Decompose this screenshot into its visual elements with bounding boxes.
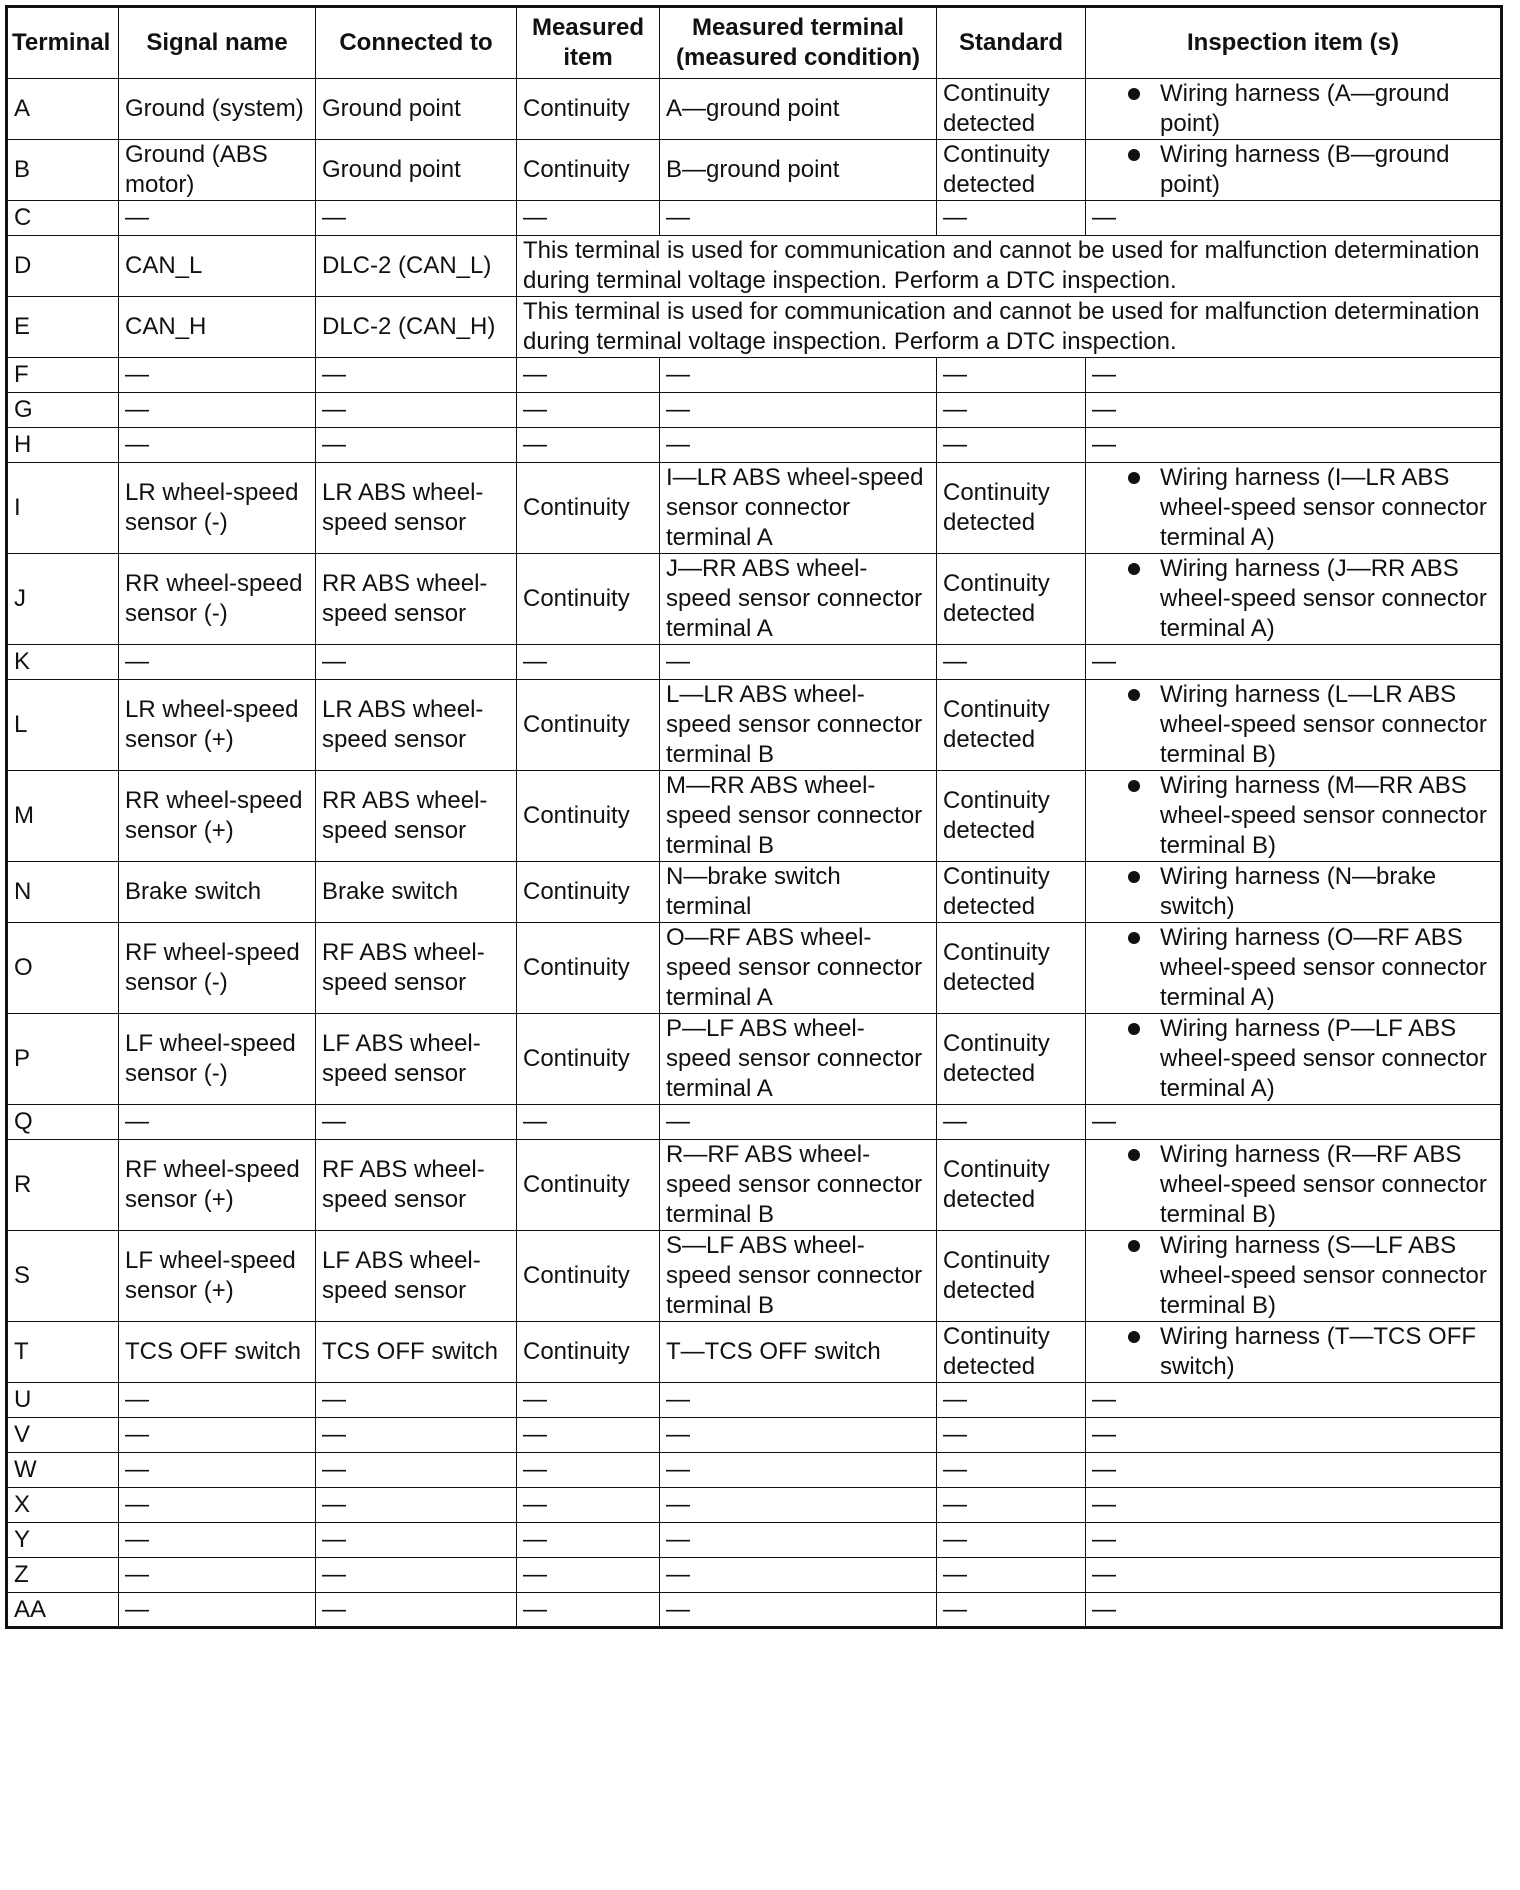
terminal-cell: Z [7,1558,119,1593]
inspection-item-cell: — [1086,1488,1502,1523]
connected-to-cell: — [316,428,517,463]
inspection-bullet-item [1092,680,1494,770]
connected-to-cell: — [316,1453,517,1488]
inspection-item-cell [1086,862,1502,923]
standard-cell: Continuity detected [937,79,1086,140]
measured-terminal-cell: — [660,1383,937,1418]
inspection-bullet-item [1092,1322,1494,1382]
inspection-bullet-item [1092,1231,1494,1321]
terminal-cell: D [7,236,119,297]
connected-to-cell: LF ABS wheel-speed sensor [316,1231,517,1322]
inspection-item-cell: — [1086,1453,1502,1488]
signal-name-cell: CAN_L [119,236,316,297]
measured-terminal-cell: — [660,358,937,393]
measured-item-cell: Continuity [517,862,660,923]
table-row [7,428,1502,463]
connected-to-cell: LF ABS wheel-speed sensor [316,1014,517,1105]
header-standard: Standard [937,7,1086,79]
measured-item-cell: — [517,1453,660,1488]
inspection-bullet-item [1092,1140,1494,1230]
inspection-item-cell [1086,79,1502,140]
connected-to-cell: — [316,201,517,236]
connected-to-cell: RF ABS wheel-speed sensor [316,923,517,1014]
measured-item-cell: Continuity [517,554,660,645]
measured-terminal-cell: I—LR ABS wheel-speed sensor connector terminal A [660,463,937,554]
inspection-item-cell: — [1086,1523,1502,1558]
table-row [7,297,1502,358]
signal-name-cell: — [119,1453,316,1488]
inspection-item-text: Wiring harness (M—RR ABS wheel-speed sensor connector terminal B) [1160,772,1487,859]
standard-cell: — [937,645,1086,680]
table-row [7,463,1502,554]
inspection-item-cell [1086,463,1502,554]
inspection-item-cell [1086,771,1502,862]
measured-item-cell: — [517,428,660,463]
table-row [7,1231,1502,1322]
table-row [7,1453,1502,1488]
standard-cell: Continuity detected [937,680,1086,771]
standard-cell: Continuity detected [937,1322,1086,1383]
measured-item-cell: Continuity [517,1014,660,1105]
connected-to-cell: — [316,1418,517,1453]
header-terminal: Terminal [7,7,119,79]
signal-name-cell: — [119,428,316,463]
signal-name-cell: RF wheel-speed sensor (-) [119,923,316,1014]
communication-note-cell: This terminal is used for communication and cannot be used for malfunction determination during terminal voltage inspection. Perform a DTC inspection. [517,297,1502,358]
connected-to-cell: TCS OFF switch [316,1322,517,1383]
connected-to-cell: — [316,1488,517,1523]
inspection-item-text: Wiring harness (L—LR ABS wheel-speed sensor connector terminal B) [1160,681,1487,768]
terminal-cell: I [7,463,119,554]
terminal-cell: U [7,1383,119,1418]
inspection-item-cell: — [1086,393,1502,428]
connected-to-cell: Ground point [316,140,517,201]
signal-name-cell: — [119,1383,316,1418]
measured-item-cell: — [517,1418,660,1453]
inspection-bullet-item [1092,463,1494,553]
standard-cell: — [937,428,1086,463]
inspection-item-cell [1086,1322,1502,1383]
terminal-cell: G [7,393,119,428]
measured-terminal-cell: M—RR ABS wheel-speed sensor connector terminal B [660,771,937,862]
bullet-icon [1128,149,1140,161]
table-row [7,201,1502,236]
inspection-item-text: Wiring harness (R—RF ABS wheel-speed sensor connector terminal B) [1160,1141,1487,1228]
measured-item-cell: — [517,1105,660,1140]
connected-to-cell: — [316,1383,517,1418]
connected-to-cell: — [316,645,517,680]
inspection-item-cell [1086,554,1502,645]
measured-terminal-cell: — [660,1488,937,1523]
measured-terminal-cell: L—LR ABS wheel-speed sensor connector terminal B [660,680,937,771]
inspection-item-text: Wiring harness (J—RR ABS wheel-speed sensor connector terminal A) [1160,555,1487,642]
header-signal-name: Signal name [119,7,316,79]
signal-name-cell: — [119,1593,316,1628]
inspection-item-text: Wiring harness (O—RF ABS wheel-speed sensor connector terminal A) [1160,924,1487,1011]
inspection-item-cell: — [1086,1593,1502,1628]
inspection-bullet-item [1092,862,1494,922]
signal-name-cell: Brake switch [119,862,316,923]
table-row [7,554,1502,645]
measured-item-cell: — [517,1383,660,1418]
connected-to-cell: LR ABS wheel-speed sensor [316,680,517,771]
header-connected-to: Connected to [316,7,517,79]
measured-terminal-cell: — [660,1453,937,1488]
inspection-item-text: Wiring harness (N—brake switch) [1160,863,1437,920]
standard-cell: — [937,1523,1086,1558]
signal-name-cell: LR wheel-speed sensor (+) [119,680,316,771]
table-row [7,1593,1502,1628]
measured-item-cell: — [517,358,660,393]
inspection-item-cell [1086,1231,1502,1322]
measured-item-cell: Continuity [517,680,660,771]
connected-to-cell: — [316,1523,517,1558]
measured-terminal-cell: — [660,201,937,236]
table-row [7,1105,1502,1140]
measured-terminal-cell: T—TCS OFF switch [660,1322,937,1383]
terminal-cell: K [7,645,119,680]
measured-item-cell: Continuity [517,1231,660,1322]
terminal-cell: P [7,1014,119,1105]
measured-terminal-cell: — [660,1593,937,1628]
table-row [7,236,1502,297]
signal-name-cell: — [119,1105,316,1140]
table-row [7,1014,1502,1105]
terminal-cell: X [7,1488,119,1523]
connected-to-cell: Ground point [316,79,517,140]
bullet-icon [1128,689,1140,701]
terminal-cell: B [7,140,119,201]
measured-terminal-cell: A—ground point [660,79,937,140]
signal-name-cell: TCS OFF switch [119,1322,316,1383]
signal-name-cell: — [119,645,316,680]
signal-name-cell: CAN_H [119,297,316,358]
measured-terminal-cell: P—LF ABS wheel-speed sensor connector terminal A [660,1014,937,1105]
measured-terminal-cell: — [660,393,937,428]
table-row [7,1418,1502,1453]
inspection-item-cell [1086,1014,1502,1105]
standard-cell: — [937,358,1086,393]
inspection-item-text: Wiring harness (A—ground point) [1160,80,1450,137]
bullet-icon [1128,1149,1140,1161]
bullet-icon [1128,1240,1140,1252]
inspection-item-cell [1086,140,1502,201]
signal-name-cell: — [119,1523,316,1558]
terminal-cell: O [7,923,119,1014]
standard-cell: — [937,1418,1086,1453]
measured-terminal-cell: S—LF ABS wheel-speed sensor connector terminal B [660,1231,937,1322]
measured-item-cell: — [517,393,660,428]
bullet-icon [1128,563,1140,575]
table-row [7,923,1502,1014]
measured-item-cell: — [517,645,660,680]
standard-cell: — [937,1105,1086,1140]
terminal-cell: W [7,1453,119,1488]
measured-item-cell: — [517,1488,660,1523]
connected-to-cell: DLC-2 (CAN_L) [316,236,517,297]
table-row [7,1558,1502,1593]
terminal-cell: A [7,79,119,140]
inspection-bullet-item [1092,554,1494,644]
terminal-cell: Y [7,1523,119,1558]
table-row [7,645,1502,680]
connected-to-cell: — [316,393,517,428]
measured-item-cell: Continuity [517,1322,660,1383]
table-row [7,393,1502,428]
inspection-bullet-item [1092,771,1494,861]
standard-cell: — [937,1383,1086,1418]
signal-name-cell: LF wheel-speed sensor (+) [119,1231,316,1322]
measured-item-cell: — [517,201,660,236]
header-measured-item: Measured item [517,7,660,79]
connected-to-cell: LR ABS wheel-speed sensor [316,463,517,554]
header-inspection-items: Inspection item (s) [1086,7,1502,79]
terminal-cell: T [7,1322,119,1383]
measured-item-cell: Continuity [517,140,660,201]
standard-cell: Continuity detected [937,771,1086,862]
table-body [7,79,1502,1628]
inspection-item-cell: — [1086,1418,1502,1453]
inspection-item-text: Wiring harness (S—LF ABS wheel-speed sensor connector terminal B) [1160,1232,1487,1319]
signal-name-cell: RR wheel-speed sensor (-) [119,554,316,645]
signal-name-cell: RR wheel-speed sensor (+) [119,771,316,862]
standard-cell: — [937,201,1086,236]
inspection-item-text: Wiring harness (P—LF ABS wheel-speed sensor connector terminal A) [1160,1015,1487,1102]
terminal-inspection-table [5,5,1503,1629]
standard-cell: Continuity detected [937,1014,1086,1105]
signal-name-cell: Ground (system) [119,79,316,140]
standard-cell: — [937,1453,1086,1488]
measured-terminal-cell: B—ground point [660,140,937,201]
measured-terminal-cell: — [660,1418,937,1453]
table-header-row [7,7,1502,79]
terminal-cell: R [7,1140,119,1231]
signal-name-cell: — [119,201,316,236]
inspection-item-cell: — [1086,428,1502,463]
measured-item-cell: Continuity [517,1140,660,1231]
terminal-cell: L [7,680,119,771]
standard-cell: Continuity detected [937,554,1086,645]
inspection-item-cell: — [1086,1383,1502,1418]
standard-cell: Continuity detected [937,140,1086,201]
terminal-cell: F [7,358,119,393]
bullet-icon [1128,472,1140,484]
inspection-item-cell [1086,1140,1502,1231]
connected-to-cell: — [316,1558,517,1593]
connected-to-cell: RR ABS wheel-speed sensor [316,554,517,645]
inspection-item-text: Wiring harness (T—TCS OFF switch) [1160,1323,1477,1380]
signal-name-cell: Ground (ABS motor) [119,140,316,201]
standard-cell: Continuity detected [937,1140,1086,1231]
standard-cell: Continuity detected [937,463,1086,554]
inspection-item-text: Wiring harness (I—LR ABS wheel-speed sensor connector terminal A) [1160,464,1487,551]
standard-cell: — [937,393,1086,428]
terminal-cell: E [7,297,119,358]
measured-item-cell: — [517,1593,660,1628]
measured-terminal-cell: J—RR ABS wheel-speed sensor connector terminal A [660,554,937,645]
signal-name-cell: — [119,358,316,393]
table-row [7,1322,1502,1383]
terminal-cell: J [7,554,119,645]
table-row [7,680,1502,771]
inspection-bullet-item [1092,923,1494,1013]
inspection-bullet-item [1092,1014,1494,1104]
table-row [7,771,1502,862]
bullet-icon [1128,88,1140,100]
inspection-item-cell: — [1086,1105,1502,1140]
connected-to-cell: — [316,358,517,393]
signal-name-cell: — [119,393,316,428]
measured-terminal-cell: — [660,1105,937,1140]
measured-item-cell: Continuity [517,79,660,140]
standard-cell: Continuity detected [937,1231,1086,1322]
table-row [7,1383,1502,1418]
connected-to-cell: RF ABS wheel-speed sensor [316,1140,517,1231]
table-row [7,1140,1502,1231]
signal-name-cell: — [119,1418,316,1453]
standard-cell: Continuity detected [937,862,1086,923]
connected-to-cell: Brake switch [316,862,517,923]
inspection-item-cell: — [1086,201,1502,236]
measured-item-cell: Continuity [517,463,660,554]
inspection-item-cell [1086,680,1502,771]
measured-item-cell: — [517,1558,660,1593]
inspection-bullet-item [1092,79,1494,139]
standard-cell: Continuity detected [937,923,1086,1014]
measured-item-cell: Continuity [517,923,660,1014]
measured-item-cell: — [517,1523,660,1558]
signal-name-cell: LR wheel-speed sensor (-) [119,463,316,554]
bullet-icon [1128,871,1140,883]
bullet-icon [1128,1023,1140,1035]
inspection-item-cell: — [1086,1558,1502,1593]
standard-cell: — [937,1558,1086,1593]
terminal-cell: V [7,1418,119,1453]
measured-terminal-cell: R—RF ABS wheel-speed sensor connector terminal B [660,1140,937,1231]
terminal-cell: Q [7,1105,119,1140]
terminal-cell: C [7,201,119,236]
inspection-item-text: Wiring harness (B—ground point) [1160,141,1450,198]
signal-name-cell: RF wheel-speed sensor (+) [119,1140,316,1231]
measured-terminal-cell: — [660,1523,937,1558]
standard-cell: — [937,1488,1086,1523]
signal-name-cell: — [119,1488,316,1523]
terminal-cell: N [7,862,119,923]
measured-item-cell: Continuity [517,771,660,862]
inspection-item-cell: — [1086,358,1502,393]
table-row [7,140,1502,201]
measured-terminal-cell: — [660,428,937,463]
table-row [7,1488,1502,1523]
terminal-cell: S [7,1231,119,1322]
connected-to-cell: DLC-2 (CAN_H) [316,297,517,358]
terminal-cell: M [7,771,119,862]
communication-note-cell: This terminal is used for communication and cannot be used for malfunction determination during terminal voltage inspection. Perform a DTC inspection. [517,236,1502,297]
inspection-item-cell: — [1086,645,1502,680]
measured-terminal-cell: N—brake switch terminal [660,862,937,923]
measured-terminal-cell: O—RF ABS wheel-speed sensor connector terminal A [660,923,937,1014]
connected-to-cell: RR ABS wheel-speed sensor [316,771,517,862]
connected-to-cell: — [316,1105,517,1140]
table-row [7,862,1502,923]
inspection-bullet-item [1092,140,1494,200]
connected-to-cell: — [316,1593,517,1628]
table-row [7,1523,1502,1558]
bullet-icon [1128,932,1140,944]
header-measured-terminal: Measured terminal (measured condition) [660,7,937,79]
standard-cell: — [937,1593,1086,1628]
signal-name-cell: — [119,1558,316,1593]
bullet-icon [1128,1331,1140,1343]
terminal-cell: AA [7,1593,119,1628]
table-row [7,79,1502,140]
terminal-cell: H [7,428,119,463]
bullet-icon [1128,780,1140,792]
inspection-item-cell [1086,923,1502,1014]
measured-terminal-cell: — [660,645,937,680]
signal-name-cell: LF wheel-speed sensor (-) [119,1014,316,1105]
measured-terminal-cell: — [660,1558,937,1593]
table-row [7,358,1502,393]
